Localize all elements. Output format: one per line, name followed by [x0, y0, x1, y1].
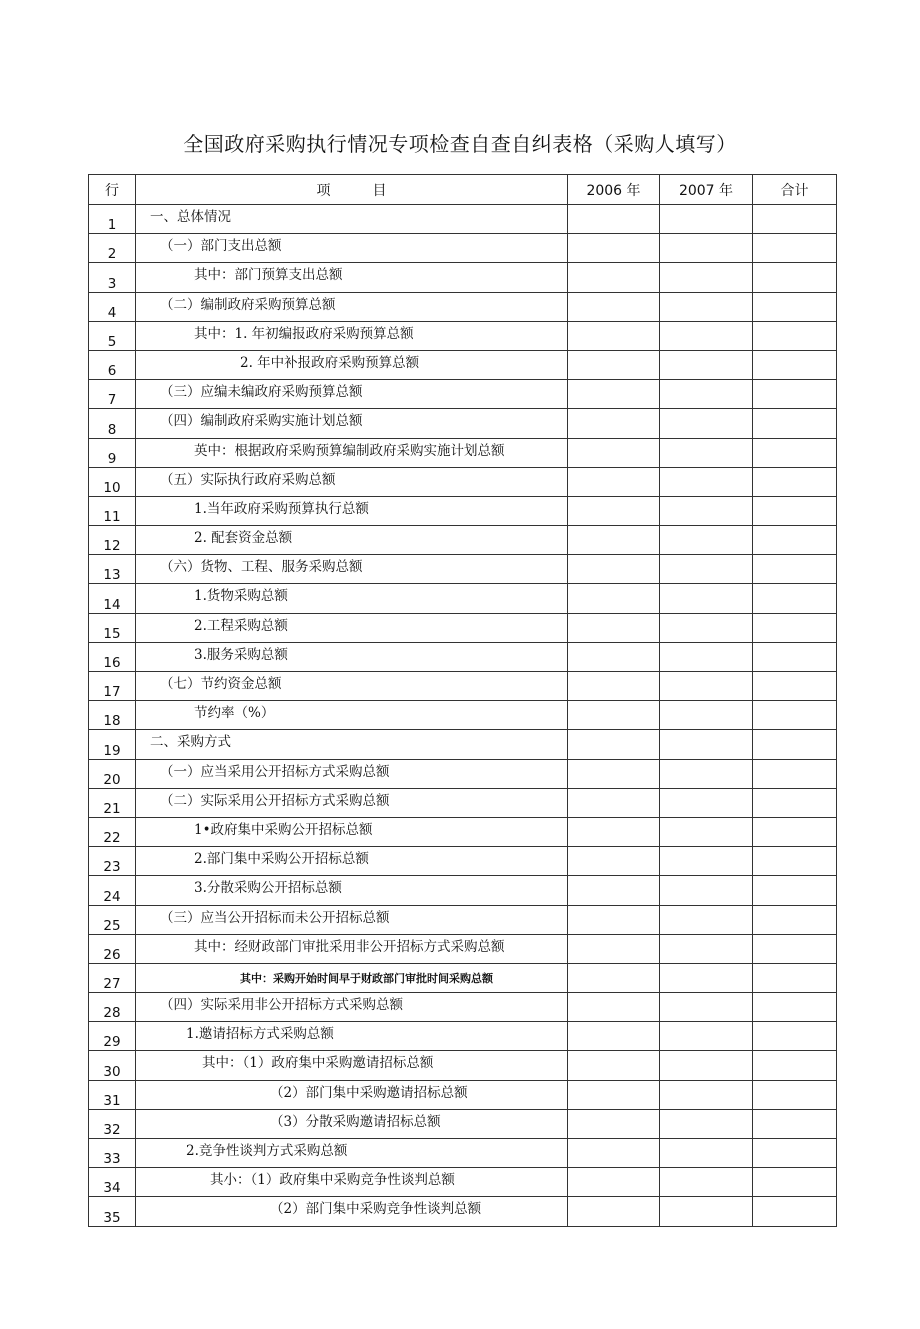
- value-2007-cell[interactable]: [660, 730, 753, 759]
- value-total-cell[interactable]: [753, 963, 837, 992]
- table-row: [89, 1051, 837, 1080]
- value-2006-cell[interactable]: [568, 205, 660, 234]
- value-total-cell[interactable]: [753, 1051, 837, 1080]
- value-total-cell[interactable]: [753, 1109, 837, 1138]
- row-label: [136, 730, 568, 759]
- row-number: 7: [89, 380, 136, 409]
- row-number: 30: [89, 1051, 136, 1080]
- table-row: [89, 205, 837, 234]
- value-total-cell[interactable]: [753, 613, 837, 642]
- row-number: 12: [89, 526, 136, 555]
- row-label-text: 一、总体情况: [150, 209, 231, 225]
- header-row-number: 行: [89, 175, 136, 205]
- row-label-text: （七）节约资金总额: [160, 676, 282, 692]
- row-number: 23: [89, 847, 136, 876]
- row-label: [136, 1109, 568, 1138]
- value-2006-cell[interactable]: [568, 1197, 660, 1226]
- row-number: 4: [89, 292, 136, 321]
- row-label: [136, 409, 568, 438]
- row-label: [136, 905, 568, 934]
- value-2006-cell[interactable]: [568, 234, 660, 263]
- row-number: 16: [89, 642, 136, 671]
- value-2006-cell[interactable]: [568, 817, 660, 846]
- value-total-cell[interactable]: [753, 438, 837, 467]
- row-label-text: 二、采购方式: [150, 734, 231, 751]
- value-2007-cell[interactable]: [660, 934, 753, 963]
- value-total-cell[interactable]: [753, 555, 837, 584]
- row-label: [136, 759, 568, 788]
- value-2007-cell[interactable]: [660, 1080, 753, 1109]
- value-2007-cell[interactable]: [660, 409, 753, 438]
- value-2006-cell[interactable]: [568, 672, 660, 701]
- row-label: [136, 234, 568, 263]
- value-total-cell[interactable]: [753, 788, 837, 817]
- row-label: [136, 292, 568, 321]
- value-2007-cell[interactable]: [660, 788, 753, 817]
- row-label: [136, 321, 568, 350]
- row-label-text: 其中：1. 年初编报政府采购预算总额: [194, 325, 414, 342]
- value-2007-cell[interactable]: [660, 526, 753, 555]
- row-label-text: （2）部门集中采购竞争性谈判总额: [270, 1201, 482, 1218]
- header-2006: 2006 年: [568, 175, 660, 205]
- table-row: [89, 1168, 837, 1197]
- row-label: [136, 380, 568, 409]
- row-label-text: 2. 年中补报政府采购预算总额: [240, 354, 420, 371]
- row-label: [136, 584, 568, 613]
- value-2006-cell[interactable]: [568, 788, 660, 817]
- value-2007-cell[interactable]: [660, 350, 753, 379]
- row-label: [136, 876, 568, 905]
- header-2007: 2007 年: [660, 175, 753, 205]
- value-total-cell[interactable]: [753, 467, 837, 496]
- value-total-cell[interactable]: [753, 1080, 837, 1109]
- value-2007-cell[interactable]: [660, 234, 753, 263]
- row-number: 34: [89, 1168, 136, 1197]
- value-2007-cell[interactable]: [660, 1022, 753, 1051]
- row-label-text: 1.当年政府采购预算执行总额: [194, 500, 369, 517]
- row-number: 19: [89, 730, 136, 759]
- value-2007-cell[interactable]: [660, 292, 753, 321]
- row-number: 11: [89, 496, 136, 525]
- value-2006-cell[interactable]: [568, 905, 660, 934]
- row-label-text: （3）分散采购邀请招标总额: [270, 1113, 441, 1130]
- row-number: 8: [89, 409, 136, 438]
- value-total-cell[interactable]: [753, 350, 837, 379]
- row-label: [136, 1197, 568, 1226]
- header-total: 合计: [753, 175, 837, 205]
- value-2006-cell[interactable]: [568, 380, 660, 409]
- value-2006-cell[interactable]: [568, 496, 660, 525]
- value-total-cell[interactable]: [753, 526, 837, 555]
- row-label-text: （二）实际采用公开招标方式采购总额: [160, 792, 390, 809]
- value-2006-cell[interactable]: [568, 409, 660, 438]
- value-2006-cell[interactable]: [568, 1139, 660, 1168]
- header-item: 项 目: [136, 175, 568, 205]
- row-label-text: （三）应编未编政府采购预算总额: [160, 384, 363, 401]
- value-2006-cell[interactable]: [568, 1109, 660, 1138]
- row-number: 9: [89, 438, 136, 467]
- value-2007-cell[interactable]: [660, 759, 753, 788]
- value-2006-cell[interactable]: [568, 350, 660, 379]
- table-row: [89, 934, 837, 963]
- value-2006-cell[interactable]: [568, 292, 660, 321]
- value-total-cell[interactable]: [753, 905, 837, 934]
- table-row: [89, 292, 837, 321]
- table-row: [89, 1197, 837, 1226]
- table-row: [89, 613, 837, 642]
- row-label: [136, 1022, 568, 1051]
- row-number: 24: [89, 876, 136, 905]
- value-total-cell[interactable]: [753, 759, 837, 788]
- table-row: [89, 817, 837, 846]
- value-total-cell[interactable]: [753, 321, 837, 350]
- row-label-text: 2.部门集中采购公开招标总额: [194, 851, 369, 868]
- table-row: [89, 438, 837, 467]
- value-2006-cell[interactable]: [568, 1022, 660, 1051]
- value-total-cell[interactable]: [753, 496, 837, 525]
- row-label-text: 其中：经财政部门审批采用非公开招标方式采购总额: [194, 938, 505, 955]
- table-header-row: [89, 175, 837, 205]
- row-number: 14: [89, 584, 136, 613]
- table-row: [89, 584, 837, 613]
- row-number: 22: [89, 817, 136, 846]
- row-label: [136, 263, 568, 292]
- value-2007-cell[interactable]: [660, 584, 753, 613]
- row-label-text: 节约率（%）: [194, 705, 275, 722]
- table-row: [89, 263, 837, 292]
- value-2006-cell[interactable]: [568, 1051, 660, 1080]
- value-2007-cell[interactable]: [660, 847, 753, 876]
- table-row: [89, 1080, 837, 1109]
- row-number: 21: [89, 788, 136, 817]
- value-total-cell[interactable]: [753, 584, 837, 613]
- value-total-cell[interactable]: [753, 642, 837, 671]
- row-label: [136, 205, 568, 234]
- row-number: 32: [89, 1109, 136, 1138]
- value-total-cell[interactable]: [753, 1022, 837, 1051]
- row-label: [136, 496, 568, 525]
- value-total-cell[interactable]: [753, 205, 837, 234]
- table-row: [89, 701, 837, 730]
- value-2007-cell[interactable]: [660, 905, 753, 934]
- value-total-cell[interactable]: [753, 701, 837, 730]
- row-label: [136, 1168, 568, 1197]
- row-number: 6: [89, 350, 136, 379]
- row-number: 29: [89, 1022, 136, 1051]
- row-label: [136, 847, 568, 876]
- row-number: 13: [89, 555, 136, 584]
- value-2007-cell[interactable]: [660, 876, 753, 905]
- table-row: [89, 759, 837, 788]
- value-2007-cell[interactable]: [660, 496, 753, 525]
- value-2007-cell[interactable]: [660, 438, 753, 467]
- table-row: [89, 672, 837, 701]
- value-2007-cell[interactable]: [660, 205, 753, 234]
- table-row: [89, 730, 837, 759]
- value-2006-cell[interactable]: [568, 1168, 660, 1197]
- row-label-text: 1•政府集中采购公开招标总额: [194, 821, 373, 838]
- value-2006-cell[interactable]: [568, 701, 660, 730]
- row-label-text: 3.分散采购公开招标总额: [194, 880, 342, 897]
- value-2006-cell[interactable]: [568, 526, 660, 555]
- value-2007-cell[interactable]: [660, 963, 753, 992]
- value-total-cell[interactable]: [753, 817, 837, 846]
- value-total-cell[interactable]: [753, 409, 837, 438]
- row-label-text: 2.工程采购总额: [194, 617, 288, 634]
- table-row: [89, 555, 837, 584]
- table-row: [89, 1109, 837, 1138]
- table-row: [89, 380, 837, 409]
- row-label: [136, 672, 568, 701]
- value-total-cell[interactable]: [753, 263, 837, 292]
- row-label-text: 英中：根据政府采购预算编制政府采购实施计划总额: [194, 442, 505, 459]
- value-2007-cell[interactable]: [660, 993, 753, 1022]
- value-2006-cell[interactable]: [568, 467, 660, 496]
- row-label: [136, 642, 568, 671]
- row-number: 26: [89, 934, 136, 963]
- table-row: [89, 993, 837, 1022]
- value-2007-cell[interactable]: [660, 613, 753, 642]
- row-label: [136, 963, 568, 992]
- table-row: [89, 963, 837, 992]
- row-label-text: （三）应当公开招标而未公开招标总额: [160, 909, 390, 926]
- row-label: [136, 934, 568, 963]
- row-label-text: （2）部门集中采购邀请招标总额: [270, 1084, 468, 1101]
- row-label-text: 2.竞争性谈判方式采购总额: [186, 1143, 348, 1159]
- value-2007-cell[interactable]: [660, 1139, 753, 1168]
- value-2007-cell[interactable]: [660, 1051, 753, 1080]
- value-2007-cell[interactable]: [660, 467, 753, 496]
- row-label: [136, 467, 568, 496]
- table-row: [89, 642, 837, 671]
- row-number: 27: [89, 963, 136, 992]
- value-total-cell[interactable]: [753, 730, 837, 759]
- value-2007-cell[interactable]: [660, 321, 753, 350]
- value-total-cell[interactable]: [753, 1197, 837, 1226]
- value-2007-cell[interactable]: [660, 701, 753, 730]
- value-2006-cell[interactable]: [568, 613, 660, 642]
- row-label: [136, 701, 568, 730]
- table-row: [89, 350, 837, 379]
- row-number: 31: [89, 1080, 136, 1109]
- value-2006-cell[interactable]: [568, 321, 660, 350]
- page-title: 全国政府采购执行情况专项检查自查自纠表格（采购人填写）: [183, 132, 737, 156]
- row-number: 28: [89, 993, 136, 1022]
- row-label-text: 其中：部门预算支出总额: [194, 267, 343, 284]
- table-row: [89, 847, 837, 876]
- row-label-text: （四）编制政府采购实施计划总额: [160, 413, 363, 430]
- value-2007-cell[interactable]: [660, 1109, 753, 1138]
- row-label: [136, 613, 568, 642]
- row-label: [136, 555, 568, 584]
- row-label-text: 其中：（1）政府集中采购邀请招标总额: [202, 1055, 434, 1072]
- row-label-text: 1.邀请招标方式采购总额: [186, 1026, 334, 1043]
- value-2007-cell[interactable]: [660, 672, 753, 701]
- row-label-text: （四）实际采用非公开招标方式采购总额: [160, 997, 403, 1014]
- row-number: 5: [89, 321, 136, 350]
- value-2006-cell[interactable]: [568, 847, 660, 876]
- row-number: 18: [89, 701, 136, 730]
- table-row: [89, 321, 837, 350]
- value-total-cell[interactable]: [753, 1168, 837, 1197]
- value-2007-cell[interactable]: [660, 817, 753, 846]
- value-2006-cell[interactable]: [568, 584, 660, 613]
- value-2006-cell[interactable]: [568, 963, 660, 992]
- value-total-cell[interactable]: [753, 847, 837, 876]
- row-number: 33: [89, 1139, 136, 1168]
- row-number: 17: [89, 672, 136, 701]
- row-label: [136, 817, 568, 846]
- value-2006-cell[interactable]: [568, 759, 660, 788]
- table-row: [89, 467, 837, 496]
- row-number: 3: [89, 263, 136, 292]
- table-row: [89, 876, 837, 905]
- row-label-text: （二）编制政府采购预算总额: [160, 296, 336, 313]
- value-2006-cell[interactable]: [568, 934, 660, 963]
- value-2006-cell[interactable]: [568, 1080, 660, 1109]
- value-total-cell[interactable]: [753, 380, 837, 409]
- table-row: [89, 905, 837, 934]
- value-2007-cell[interactable]: [660, 642, 753, 671]
- value-2006-cell[interactable]: [568, 642, 660, 671]
- value-total-cell[interactable]: [753, 1139, 837, 1168]
- row-label: [136, 526, 568, 555]
- row-label-text: 其小：（1）政府集中采购竞争性谈判总额: [210, 1172, 455, 1189]
- value-2006-cell[interactable]: [568, 993, 660, 1022]
- row-number: 10: [89, 467, 136, 496]
- row-label-text: 3.服务采购总额: [194, 646, 288, 663]
- table-row: [89, 788, 837, 817]
- value-2006-cell[interactable]: [568, 730, 660, 759]
- row-number: 25: [89, 905, 136, 934]
- row-number: 2: [89, 234, 136, 263]
- table-row: [89, 1139, 837, 1168]
- value-total-cell[interactable]: [753, 292, 837, 321]
- row-label: [136, 993, 568, 1022]
- value-2007-cell[interactable]: [660, 1168, 753, 1197]
- row-label: [136, 350, 568, 379]
- table-row: [89, 1022, 837, 1051]
- row-label-text: （五）实际执行政府采购总额: [160, 471, 336, 488]
- row-label: [136, 438, 568, 467]
- row-label: [136, 1139, 568, 1168]
- value-2007-cell[interactable]: [660, 1197, 753, 1226]
- row-number: 20: [89, 759, 136, 788]
- value-2006-cell[interactable]: [568, 876, 660, 905]
- row-label-text: （一）部门支出总额: [160, 238, 282, 255]
- value-2006-cell[interactable]: [568, 438, 660, 467]
- table-row: [89, 496, 837, 525]
- value-total-cell[interactable]: [753, 876, 837, 905]
- row-number: 35: [89, 1197, 136, 1226]
- row-number: 1: [89, 205, 136, 234]
- row-label: [136, 1080, 568, 1109]
- value-total-cell[interactable]: [753, 934, 837, 963]
- value-total-cell[interactable]: [753, 993, 837, 1022]
- value-2007-cell[interactable]: [660, 263, 753, 292]
- row-label-text: （六）货物、工程、服务采购总额: [160, 559, 363, 576]
- self-check-table: [88, 174, 837, 1227]
- value-2007-cell[interactable]: [660, 380, 753, 409]
- row-label-text: 2. 配套资金总额: [194, 530, 293, 547]
- table-row: [89, 409, 837, 438]
- row-label-text: （一）应当采用公开招标方式采购总额: [160, 763, 390, 780]
- row-label: [136, 788, 568, 817]
- row-label-text: 1.货物采购总额: [194, 588, 288, 605]
- value-2007-cell[interactable]: [660, 555, 753, 584]
- value-total-cell[interactable]: [753, 672, 837, 701]
- table-row: [89, 234, 837, 263]
- row-number: 15: [89, 613, 136, 642]
- row-label-text: 其中：采购开始时间早于财政部门审批时间采购总额: [240, 971, 493, 985]
- table-row: [89, 526, 837, 555]
- value-total-cell[interactable]: [753, 234, 837, 263]
- row-label: [136, 1051, 568, 1080]
- value-2006-cell[interactable]: [568, 555, 660, 584]
- value-2006-cell[interactable]: [568, 263, 660, 292]
